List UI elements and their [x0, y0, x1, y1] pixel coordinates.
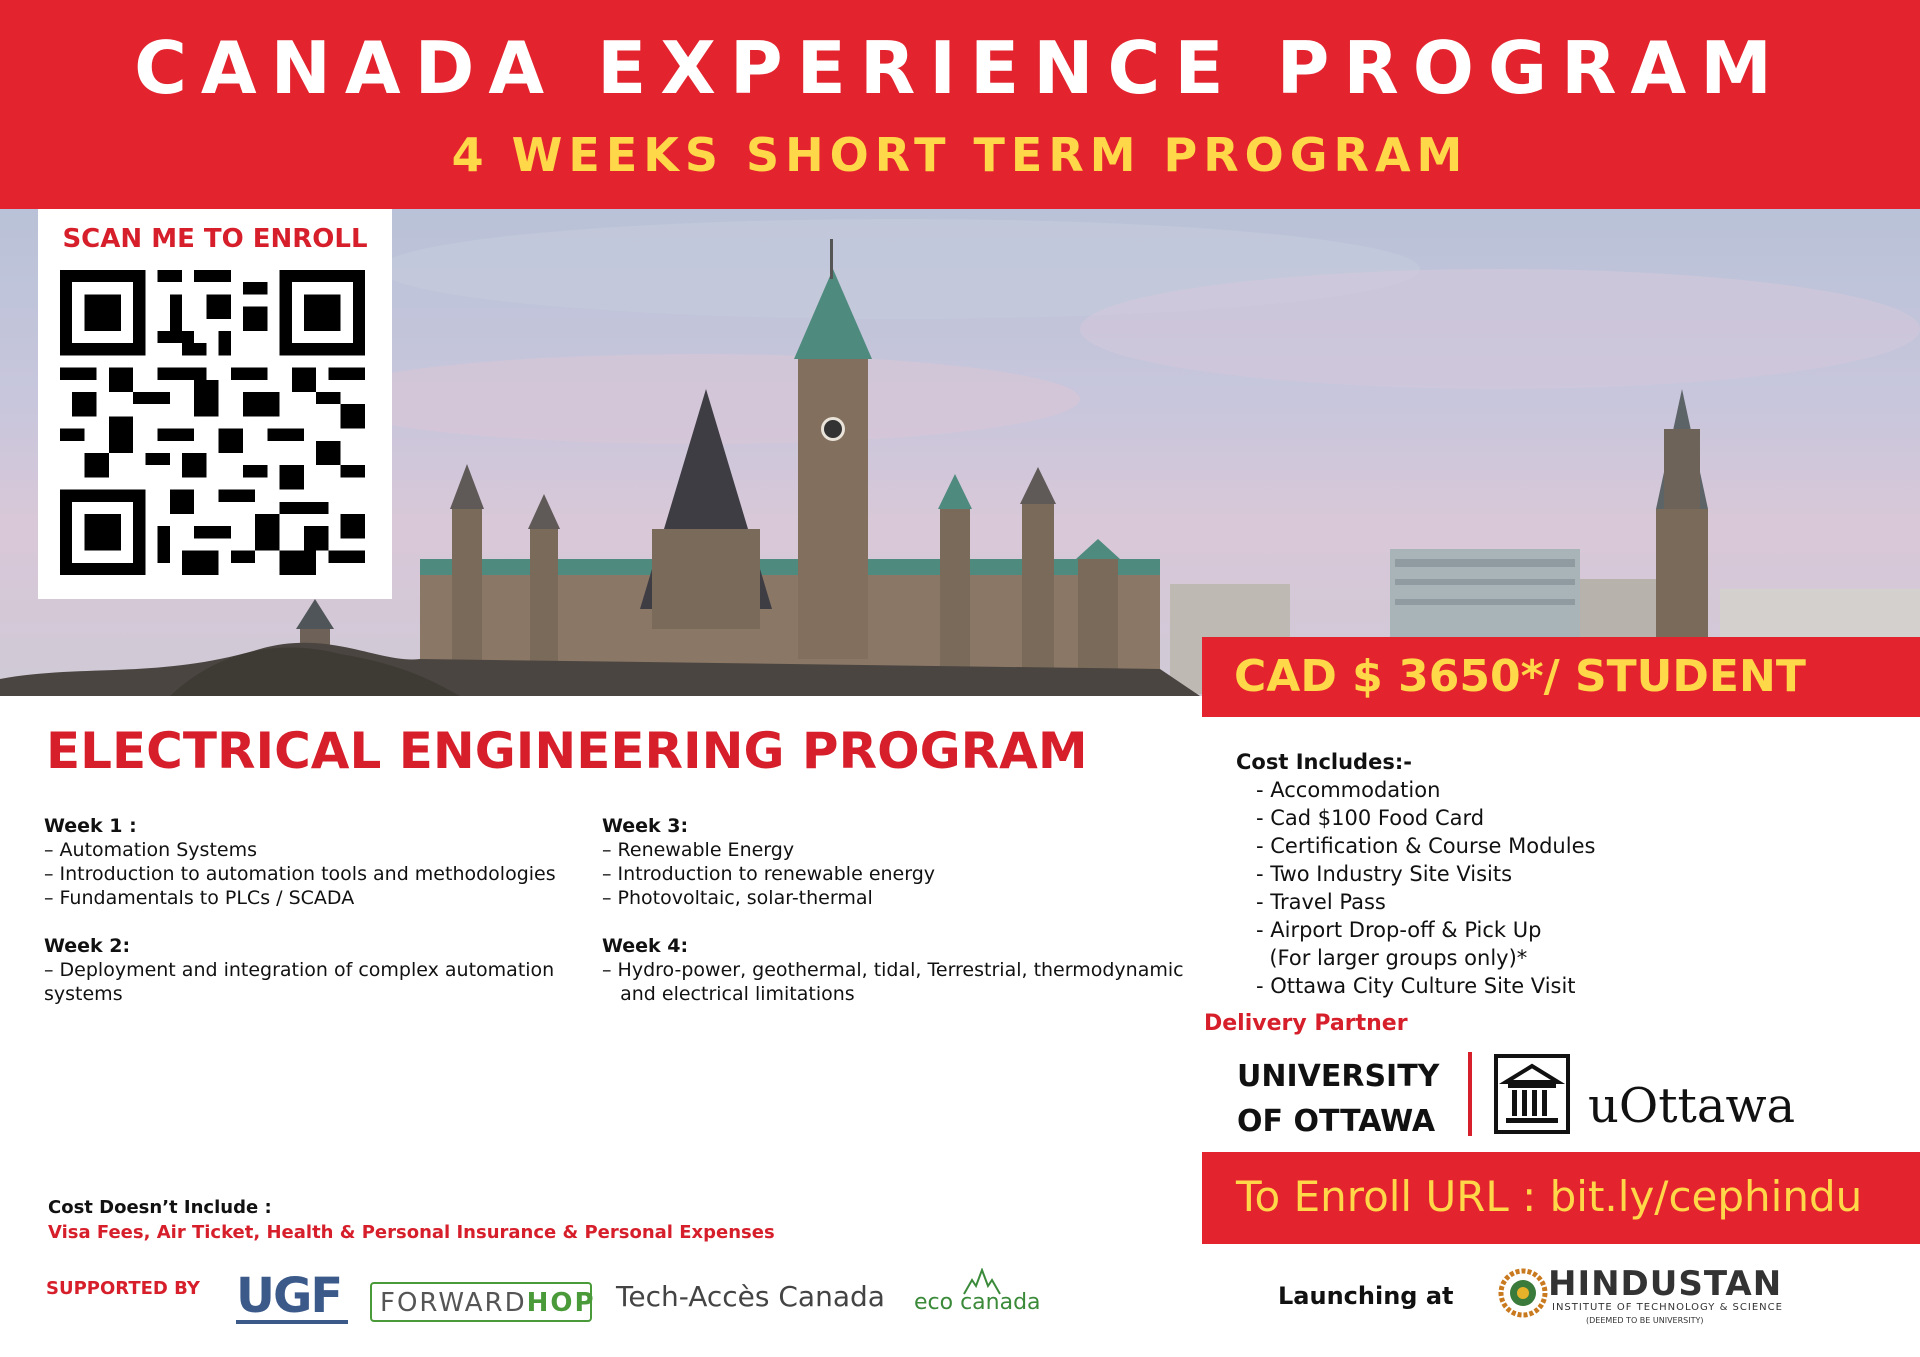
- include-item: - Cad $100 Food Card: [1256, 806, 1485, 830]
- week-4-block: [602, 934, 1184, 1006]
- week-item: – Photovoltaic, solar-thermal: [602, 887, 873, 909]
- week-item: and electrical limitations: [602, 983, 855, 1005]
- forwardhop-text-b: HOP: [526, 1288, 596, 1318]
- week-item: – Automation Systems: [44, 839, 257, 861]
- include-item: - Travel Pass: [1256, 890, 1386, 914]
- cost-excludes-heading: Cost Doesn’t Include :: [48, 1197, 272, 1218]
- week-item: – Introduction to renewable energy: [602, 863, 936, 885]
- forwardhop-logo: [370, 1282, 596, 1322]
- hindustan-subtitle: INSTITUTE OF TECHNOLOGY & SCIENCE: [1552, 1302, 1783, 1313]
- supported-by-label: SUPPORTED BY: [46, 1278, 200, 1299]
- uottawa-logo-text: uOttawa: [1588, 1078, 1796, 1134]
- include-item: - Airport Drop-off & Pick Up: [1256, 918, 1542, 942]
- week-item: – Introduction to automation tools and methodologies: [44, 863, 556, 885]
- week-item: systems: [44, 983, 123, 1005]
- page-title: CANADA EXPERIENCE PROGRAM: [134, 26, 1786, 110]
- cost-includes: [1236, 748, 1595, 1000]
- week-item: – Deployment and integration of complex automation: [44, 959, 555, 981]
- program-title: ELECTRICAL ENGINEERING PROGRAM: [46, 722, 1088, 780]
- week-2-block: [44, 934, 554, 1006]
- cost-includes-heading: Cost Includes:-: [1236, 750, 1412, 774]
- tech-acces-canada-logo: Tech-Accès Canada: [616, 1280, 885, 1313]
- week-item: – Renewable Energy: [602, 839, 795, 861]
- cost-excludes-text: Visa Fees, Air Ticket, Health & Personal Insurance & Personal Expenses: [48, 1222, 775, 1243]
- delivery-partner-label: Delivery Partner: [1204, 1011, 1408, 1036]
- week-3-block: [602, 814, 935, 910]
- hindustan-emblem-icon: [1498, 1268, 1548, 1318]
- hindustan-deemed: (DEEMED TO BE UNIVERSITY): [1586, 1316, 1704, 1325]
- include-item: (For larger groups only)*: [1256, 946, 1528, 970]
- university-line-1: UNIVERSITY: [1237, 1059, 1440, 1094]
- enroll-qr-code[interactable]: [60, 270, 365, 575]
- week-label: Week 1 :: [44, 815, 137, 837]
- eco-canada-logo: eco canada: [914, 1290, 1041, 1315]
- launching-at-label: Launching at: [1278, 1282, 1454, 1310]
- week-label: Week 2:: [44, 935, 131, 957]
- include-item: - Accommodation: [1256, 778, 1441, 802]
- university-name: [1237, 1054, 1439, 1144]
- ugf-logo-text: UGF: [236, 1268, 342, 1324]
- page-subtitle: 4 WEEKS SHORT TERM PROGRAM: [451, 128, 1469, 182]
- price-banner: [1202, 637, 1920, 717]
- enroll-url[interactable]: To Enroll URL : bit.ly/cephindu: [1236, 1172, 1863, 1221]
- header-banner: [0, 0, 1920, 209]
- week-item: – Hydro-power, geothermal, tidal, Terrestrial, thermodynamic: [602, 959, 1184, 981]
- include-item: - Certification & Course Modules: [1256, 834, 1596, 858]
- week-label: Week 4:: [602, 935, 689, 957]
- week-1-block: [44, 814, 556, 910]
- price-text: CAD $ 3650*/ STUDENT: [1234, 651, 1806, 702]
- ugf-logo: [236, 1268, 348, 1324]
- include-item: - Ottawa City Culture Site Visit: [1256, 974, 1576, 998]
- enroll-banner: [1202, 1152, 1920, 1244]
- week-item: – Fundamentals to PLCs / SCADA: [44, 887, 355, 909]
- qr-label: SCAN ME TO ENROLL: [62, 224, 368, 254]
- uottawa-building-icon: [1494, 1054, 1570, 1134]
- include-item: - Two Industry Site Visits: [1256, 862, 1513, 886]
- week-label: Week 3:: [602, 815, 689, 837]
- forwardhop-text-a: FORWARD: [380, 1288, 527, 1318]
- logo-divider: [1468, 1052, 1472, 1136]
- hindustan-name: HINDUSTAN: [1548, 1264, 1783, 1304]
- university-line-2: OF OTTAWA: [1237, 1104, 1436, 1139]
